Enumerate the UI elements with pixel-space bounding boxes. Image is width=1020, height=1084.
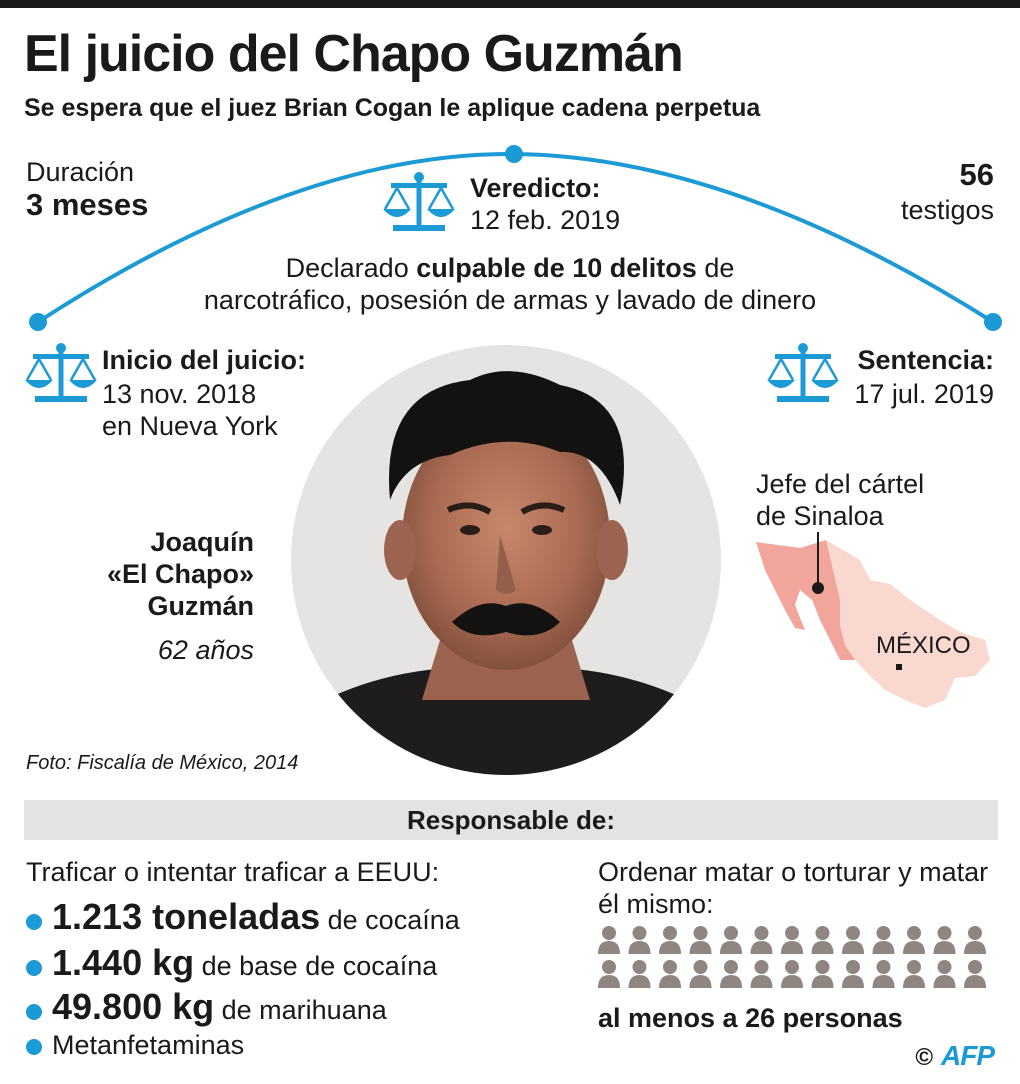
person-name-line1: Joaquín <box>150 527 254 557</box>
bullet-dot-icon <box>26 960 42 976</box>
person-icon <box>659 926 681 954</box>
list-item: Metanfetaminas <box>26 1030 244 1061</box>
killings-intro-line2: él mismo: <box>598 889 714 919</box>
killings-summary: al menos a 26 personas <box>598 1003 903 1033</box>
duration-label: Duración <box>26 157 135 187</box>
person-icon <box>873 926 895 954</box>
list-item: 1.440 kg de base de cocaína <box>26 942 437 984</box>
person-icon <box>781 926 803 954</box>
person-icon <box>720 926 742 954</box>
scales-of-justice-icon <box>383 172 455 231</box>
map-pin-icon <box>812 582 824 594</box>
verdict-label: Veredicto: <box>470 173 601 203</box>
person-icon <box>873 960 895 988</box>
person-icon <box>598 960 620 988</box>
killings-intro-line1: Ordenar matar o torturar y matar <box>598 857 989 887</box>
photo-credit: Foto: Fiscalía de México, 2014 <box>26 752 299 774</box>
person-icon <box>934 926 956 954</box>
person-icon <box>751 926 773 954</box>
person-icon <box>720 960 742 988</box>
verdict-date: 12 feb. 2019 <box>470 205 621 235</box>
person-name-line3: Guzmán <box>147 591 254 621</box>
person-icon <box>842 960 864 988</box>
verdict-description-line2: narcotráfico, posesión de armas y lavado de dinero <box>203 285 817 315</box>
bullet-dot-icon <box>26 914 42 930</box>
map-label-line2: de Sinaloa <box>756 501 884 531</box>
person-icon <box>812 960 834 988</box>
timeline-node-start <box>29 313 47 331</box>
person-icon <box>781 960 803 988</box>
bullet-dot-icon <box>26 1039 42 1055</box>
afp-logo: AFP <box>941 1040 994 1071</box>
scales-of-justice-icon <box>767 343 839 402</box>
verdict-description: Declarado culpable de 10 delitos de <box>285 253 735 283</box>
person-icon <box>629 926 651 954</box>
duration-value: 3 meses <box>26 187 149 222</box>
list-item: 1.213 toneladas de cocaína <box>26 896 460 938</box>
responsible-header: Responsable de: <box>406 805 616 835</box>
timeline-node-sentence <box>984 313 1002 331</box>
witnesses-value: 56 <box>959 157 994 192</box>
page-title: El juicio del Chapo Guzmán <box>24 25 683 83</box>
mexico-map <box>756 532 990 708</box>
people-grid <box>598 926 986 988</box>
witnesses-label: testigos <box>900 195 994 225</box>
person-icon <box>842 926 864 954</box>
timeline-node-verdict <box>505 145 523 163</box>
person-icon <box>690 926 712 954</box>
map-country-label: MÉXICO <box>876 632 971 659</box>
person-icon <box>629 960 651 988</box>
trial-start-place: en Nueva York <box>102 411 278 441</box>
person-icon <box>598 926 620 954</box>
person-icon <box>964 926 986 954</box>
list-item: 49.800 kg de marihuana <box>26 986 387 1028</box>
person-icon <box>903 960 925 988</box>
person-icon <box>812 926 834 954</box>
copyright: © AFP <box>915 1040 994 1071</box>
trial-start-date: 13 nov. 2018 <box>102 379 257 409</box>
person-age: 62 años <box>157 635 254 665</box>
person-name-line2: «El Chapo» <box>106 559 254 589</box>
page-subtitle: Se espera que el juez Brian Cogan le aplique cadena perpetua <box>24 94 761 122</box>
sentence-date: 17 jul. 2019 <box>854 379 994 409</box>
person-icon <box>690 960 712 988</box>
trafficking-intro: Traficar o intentar traficar a EEUU: <box>26 857 440 887</box>
bullet-dot-icon <box>26 1004 42 1020</box>
person-icon <box>751 960 773 988</box>
sentence-label: Sentencia: <box>857 345 994 375</box>
person-icon <box>934 960 956 988</box>
scales-of-justice-icon <box>25 343 97 402</box>
map-label-line1: Jefe del cártel <box>756 469 925 499</box>
person-icon <box>964 960 986 988</box>
portrait-photo <box>290 344 722 776</box>
trial-start-label: Inicio del juicio: <box>102 345 307 375</box>
person-icon <box>659 960 681 988</box>
person-icon <box>903 926 925 954</box>
